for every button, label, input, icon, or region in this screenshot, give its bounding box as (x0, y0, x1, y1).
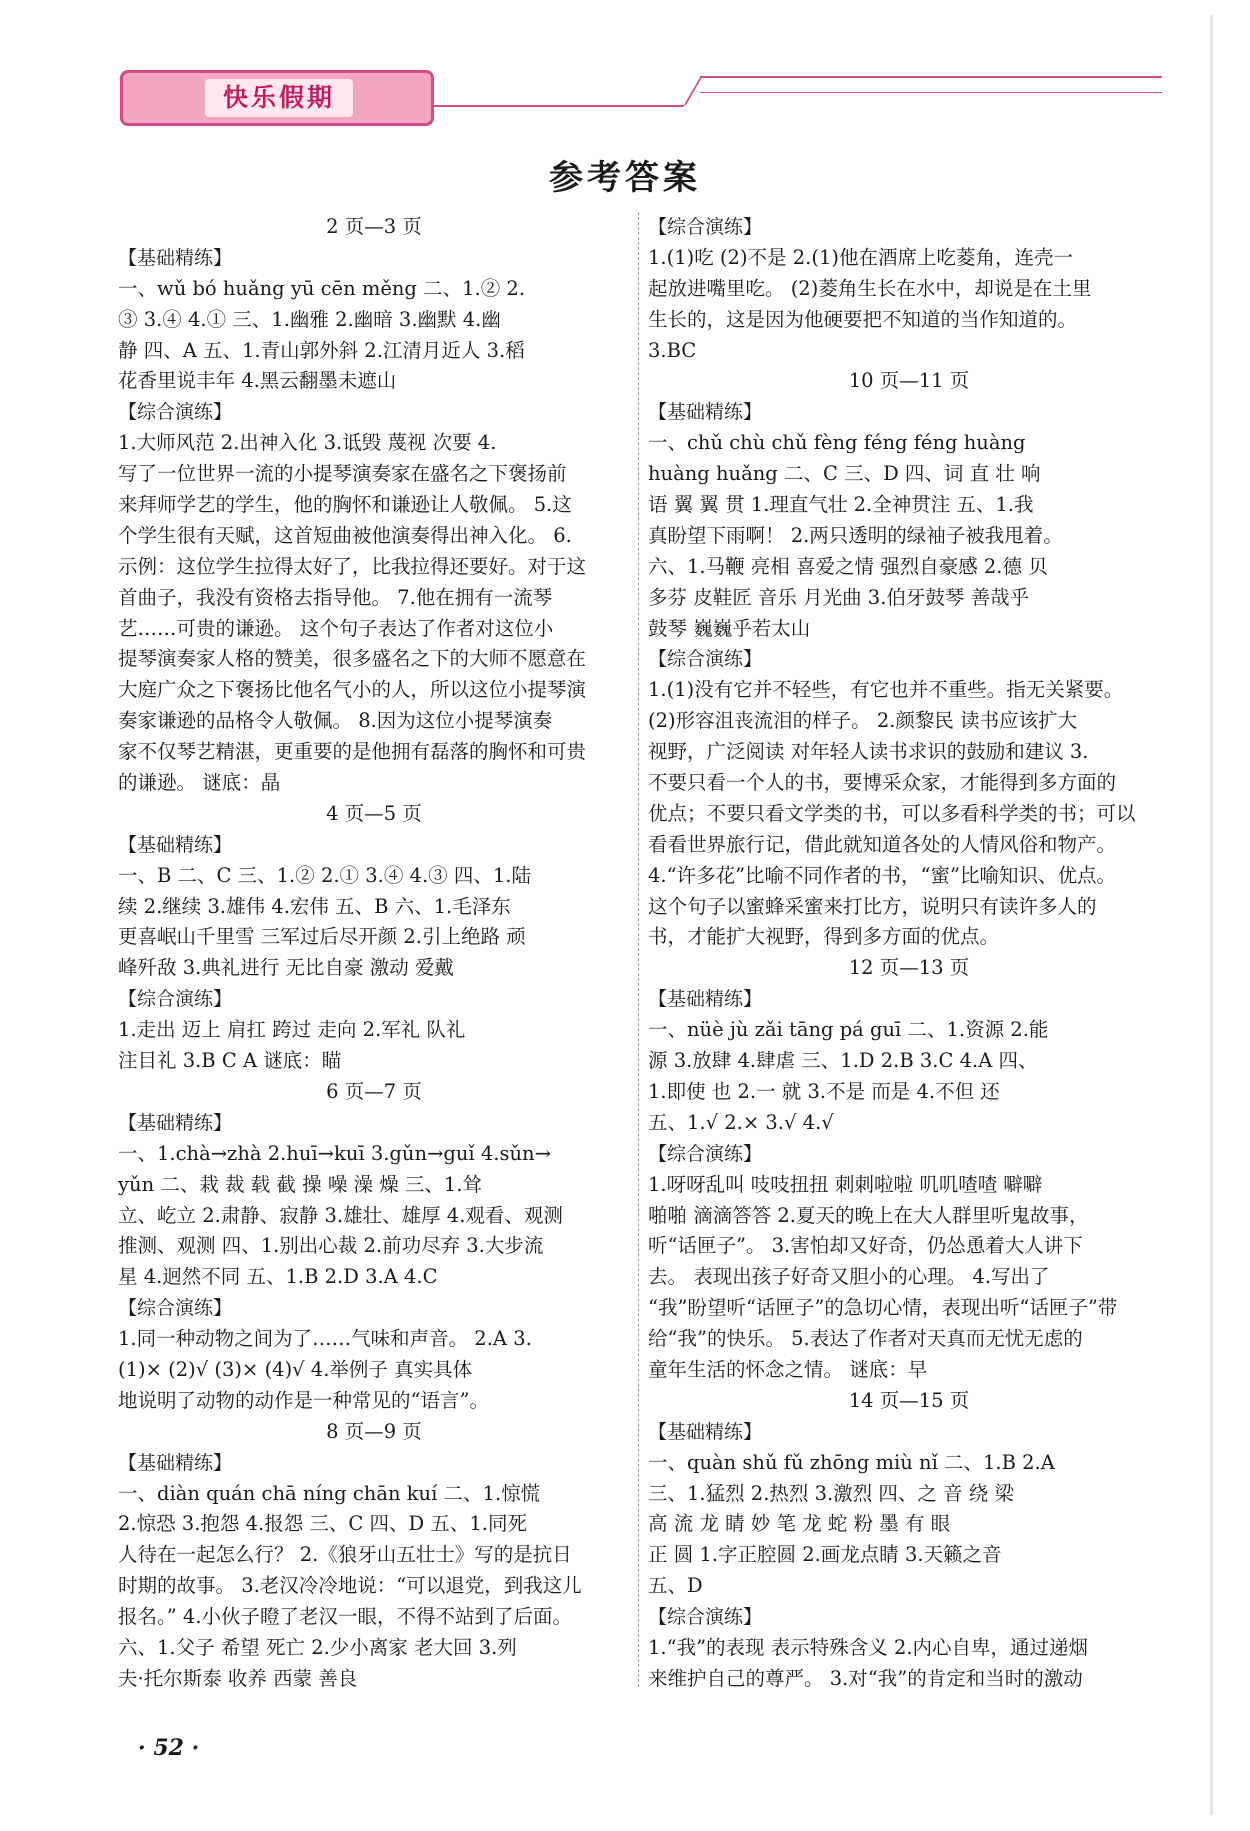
section-label: 【基础精练】 (118, 1111, 233, 1134)
answer-line: 3.BC (648, 338, 697, 362)
answer-line: 六、1.父子 希望 死亡 2.少小离家 老大回 3.列 (118, 1635, 517, 1659)
answer-line: 地说明了动物的动作是一种常见的“语言”。 (118, 1388, 489, 1412)
answer-line: 人待在一起怎么行？ 2.《狼牙山五壮士》写的是抗日 (118, 1543, 572, 1567)
section-label: 【基础精练】 (118, 833, 233, 856)
answer-line: 啪啪 滴滴答答 2.夏天的晚上在大人群里听鬼故事， (648, 1203, 1089, 1227)
section-label: 【综合演练】 (118, 401, 233, 424)
answer-line: 来维护自己的尊严。 3.对“我”的肯定和当时的激动 (648, 1666, 1083, 1690)
answer-line: yǔn 二、栽 裁 载 截 操 噪 澡 燥 三、1.耸 (118, 1172, 483, 1196)
answer-line: 一、diàn quán chā níng chān kuí 二、1.惊慌 (118, 1481, 541, 1505)
answer-line: 一、nüè jù zǎi tāng pá guī 二、1.资源 2.能 (648, 1018, 1049, 1042)
answer-line: 听“话匣子”。 3.害怕却又好奇，仍怂恿着大人讲下 (648, 1234, 1083, 1258)
answer-line: 2.惊恐 3.抱怨 4.报怨 三、C 四、D 五、1.同死 (118, 1512, 527, 1536)
answer-line: “我”盼望听“话匣子”的急切心情，表现出听“话匣子”带 (648, 1296, 1118, 1320)
answer-line: 个学生很有天赋，这首短曲被他演奏得出神入化。 6. (118, 523, 572, 547)
answer-line: ③ 3.④ 4.① 三、1.幽雅 2.幽暗 3.幽默 4.幽 (118, 307, 501, 331)
answer-line: 1.(1)吃 (2)不是 2.(1)他在酒席上吃菱角，连壳一 (648, 245, 1073, 269)
answer-line: 来拜师学艺的学生，他的胸怀和谦逊让人敬佩。 5.这 (118, 493, 572, 517)
answer-line: 一、B 二、C 三、1.② 2.① 3.④ 4.③ 四、1.陆 (118, 863, 531, 887)
section-label: 【基础精练】 (648, 988, 763, 1011)
column-divider (638, 212, 639, 1687)
answer-line: 源 3.放肆 4.肆虐 三、1.D 2.B 3.C 4.A 四、 (648, 1049, 1038, 1073)
section-label: 【综合演练】 (648, 216, 763, 238)
answer-line: 星 4.迥然不同 五、1.B 2.D 3.A 4.C (118, 1265, 438, 1289)
page-title: 参考答案 (549, 158, 701, 198)
answer-line: 起放进嘴里吃。 (2)菱角生长在水中，却说是在土里 (648, 276, 1092, 300)
section-label: 【基础精练】 (648, 1420, 763, 1443)
answer-line: 去。 表现出孩子好奇又胆小的心理。 4.写出了 (648, 1265, 1050, 1289)
answer-line: 1.(1)没有它并不轻些，有它也并不重些。指无关紧要。 (648, 678, 1124, 702)
answer-line: 1.“我”的表现 表示特殊含义 2.内心自卑，通过递烟 (648, 1635, 1089, 1659)
answer-line: 静 四、A 五、1.青山郭外斜 2.江清月近人 3.稻 (118, 338, 525, 362)
answer-line: 报名。” 4.小伙子瞪了老汉一眼，不得不站到了后面。 (118, 1605, 573, 1629)
answer-line: 推测、观测 四、1.别出心裁 2.前功尽弃 3.大步流 (118, 1234, 544, 1258)
answer-line: 语 翼 翼 贯 1.理直气壮 2.全神贯注 五、1.我 (648, 493, 1034, 517)
answer-line: 生长的，这是因为他硬要把不知道的当作知道的。 (648, 307, 1078, 331)
section-label: 【综合演练】 (118, 988, 233, 1011)
section-label: 【基础精练】 (118, 1451, 233, 1474)
answer-line: 1.走出 迈上 肩扛 跨过 走向 2.军礼 队礼 (118, 1018, 466, 1042)
answer-line: 首曲子，我没有资格去指导他。 7.他在拥有一流琴 (118, 585, 553, 609)
section-page-heading: 2 页—3 页 (326, 215, 422, 238)
section-label: 【综合演练】 (648, 1606, 763, 1629)
answer-line: 夫·托尔斯泰 收养 西蒙 善良 (118, 1666, 358, 1690)
answer-line: 大庭广众之下褒扬比他名气小的人，所以这位小提琴演 (118, 678, 587, 702)
answer-line: 真盼望下雨啊！ 2.两只透明的绿袖子被我甩着。 (648, 523, 1063, 547)
section-label: 【综合演练】 (648, 1142, 763, 1165)
answer-line: 正 圆 1.字正腔圆 2.画龙点睛 3.天籁之音 (648, 1543, 1002, 1567)
section-page-heading: 14 页—15 页 (848, 1388, 970, 1412)
badge-label: 快乐假期 (205, 79, 353, 117)
answer-line: 鼓琴 巍巍乎若太山 (648, 616, 811, 640)
header-badge (120, 70, 434, 126)
answer-line: 更喜岷山千里雪 三军过后尽开颜 2.引上绝路 顽 (118, 925, 526, 949)
left-column (118, 212, 630, 1695)
answer-line: 五、D (648, 1574, 703, 1598)
answer-line: 示例：这位学生拉得太好了，比我拉得还要好。对于这 (118, 554, 587, 578)
answer-line: 提琴演奏家人格的赞美，很多盛名之下的大师不愿意在 (118, 647, 587, 671)
answer-line: 峰歼敌 3.典礼进行 无比自豪 激动 爱戴 (118, 956, 454, 980)
answer-line: 不要只看一个人的书，要博采众家，才能得到多方面的 (648, 771, 1117, 795)
section-page-heading: 12 页—13 页 (848, 956, 970, 980)
answer-line: 看看世界旅行记，借此就知道各处的人情风俗和物产。 (648, 832, 1117, 856)
answer-line: 一、1.chà→zhà 2.huī→kuī 3.gǔn→guǐ 4.sǔn→ (118, 1141, 551, 1165)
answer-line: 一、chǔ chù chǔ fèng féng féng huàng (648, 431, 1026, 455)
answer-line: 三、1.猛烈 2.热烈 3.激烈 四、之 音 绕 梁 (648, 1481, 1015, 1505)
page-edge-shadow (1210, 15, 1213, 1815)
section-page-heading: 10 页—11 页 (848, 369, 970, 393)
answer-line: 续 2.继续 3.雄伟 4.宏伟 五、B 六、1.毛泽东 (118, 894, 511, 918)
answer-line: 时期的故事。 3.老汉冷冷地说：“可以退党，到我这儿 (118, 1574, 582, 1598)
answer-line: 给“我”的快乐。 5.表达了作者对天真而无忧无虑的 (648, 1327, 1083, 1351)
answer-line: 多芬 皮鞋匠 音乐 月光曲 3.伯牙鼓琴 善哉乎 (648, 585, 1030, 609)
answer-line: 的谦逊。 谜底：晶 (118, 771, 281, 795)
answer-line: 家不仅琴艺精湛，更重要的是他拥有磊落的胸怀和可贵 (118, 740, 587, 764)
answer-line: 4.“许多花”比喻不同作者的书，“蜜”比喻知识、优点。 (648, 863, 1116, 887)
answer-line: (1)× (2)√ (3)× (4)√ 4.举例子 真实具体 (118, 1357, 473, 1381)
section-label: 【综合演练】 (648, 648, 763, 671)
answer-line: 花香里说丰年 4.黑云翻墨未遮山 (118, 369, 397, 393)
answer-line: 五、1.√ 2.× 3.√ 4.√ (648, 1110, 834, 1134)
answer-line: 1.大师风范 2.出神入化 3.诋毁 蔑视 次要 4. (118, 431, 497, 455)
answer-line: 1.呀呀乱叫 吱吱扭扭 刺刺啦啦 叽叽喳喳 噼噼 (648, 1172, 1043, 1196)
answer-line: 书，才能扩大视野，得到多方面的优点。 (648, 925, 1000, 949)
answer-line: 这个句子以蜜蜂采蜜来打比方，说明只有读许多人的 (648, 894, 1097, 918)
answer-line: 1.即使 也 2.一 就 3.不是 而是 4.不但 还 (648, 1079, 1000, 1103)
answer-line: 奏家谦逊的品格令人敬佩。 8.因为这位小提琴演奏 (118, 709, 553, 733)
section-page-heading: 8 页—9 页 (326, 1419, 422, 1443)
answer-line: 高 流 龙 睛 妙 笔 龙 蛇 粉 墨 有 眼 (648, 1512, 951, 1536)
section-page-heading: 4 页—5 页 (326, 801, 422, 825)
answer-line: huàng huǎng 二、C 三、D 四、词 直 壮 响 (648, 462, 1041, 486)
answer-line: 优点；不要只看文学类的书，可以多看科学类的书；可以 (648, 801, 1136, 825)
answer-line: 艺……可贵的谦逊。 这个句子表达了作者对这位小 (118, 616, 554, 640)
section-label: 【基础精练】 (648, 401, 763, 424)
answer-line: 一、quàn shǔ fǔ zhōng miù nǐ 二、1.B 2.A (648, 1450, 1055, 1474)
header-rule-slant (684, 78, 702, 105)
right-column (648, 212, 1170, 1695)
header-rule-bottom (700, 92, 1162, 93)
section-page-heading: 6 页—7 页 (326, 1079, 422, 1103)
header-rule-top (700, 76, 1162, 78)
answer-line: 立、屹立 2.肃静、寂静 3.雄壮、雄厚 4.观看、观测 (118, 1203, 563, 1227)
answer-line: 写了一位世界一流的小提琴演奏家在盛名之下褒扬前 (118, 462, 567, 486)
answer-line: 童年生活的怀念之情。 谜底：早 (648, 1357, 928, 1381)
answer-line: 1.同一种动物之间为了……气味和声音。 2.A 3. (118, 1327, 532, 1351)
answer-line: 注目礼 3.B C A 谜底：瞄 (118, 1049, 342, 1073)
answer-line: (2)形容沮丧流泪的样子。 2.颜黎民 读书应该扩大 (648, 709, 1078, 733)
answer-line: 视野，广泛阅读 对年轻人读书求识的鼓励和建议 3. (648, 740, 1089, 764)
section-label: 【基础精练】 (118, 246, 233, 269)
header-rule (434, 105, 684, 107)
answer-line: 六、1.马鞭 亮相 喜爱之情 强烈自豪感 2.德 贝 (648, 554, 1048, 578)
section-label: 【综合演练】 (118, 1297, 233, 1320)
answer-line: 一、wǔ bó huǎng yū cēn měng 二、1.② 2. (118, 276, 526, 300)
page-number: · 52 · (138, 1735, 200, 1761)
